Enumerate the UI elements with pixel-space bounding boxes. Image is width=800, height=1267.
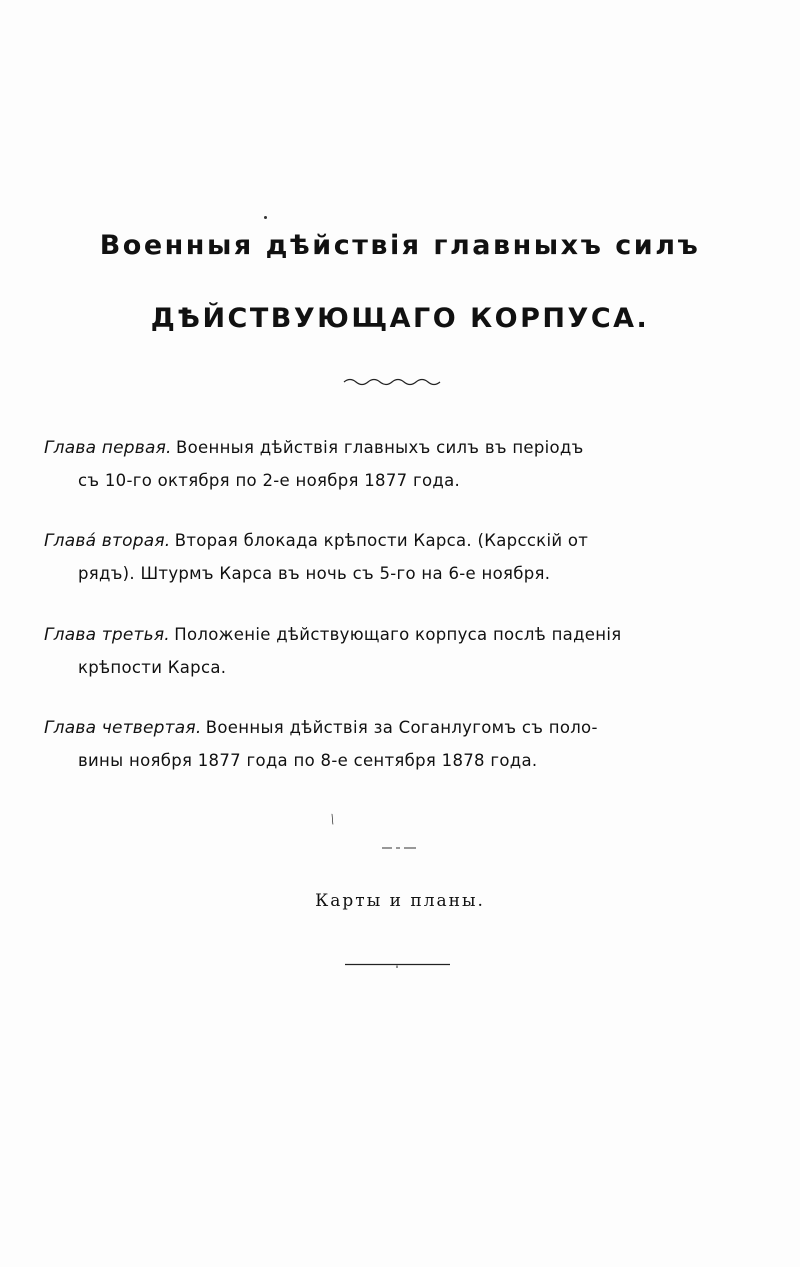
stray-mark-top [264,216,267,219]
toc-entry-lead: Глава́ вторая. [44,531,171,552]
stray-mark-tick: \ [328,811,337,829]
table-of-contents [0,430,800,777]
toc-entry-line-2: крѣпости Карса. [78,657,227,677]
toc-entry-lead: Глава третья. [44,624,170,645]
title-block [0,232,800,332]
toc-entry[interactable] [44,617,756,684]
toc-entry-line-1: Военныя дѣйствія за Соганлугомъ съ поло- [205,717,598,737]
short-divider [0,839,800,855]
toc-entry[interactable] [44,523,756,590]
toc-entry-line-1: Вторая блокада крѣпости Карса. (Карсскій от [174,531,589,551]
toc-entry[interactable] [44,430,756,497]
bottom-divider [0,955,800,973]
toc-entry-line-2: съ 10-го октября по 2-е ноября 1877 года. [78,471,461,491]
toc-entry[interactable] [44,710,756,777]
ornament-wave-icon [340,375,460,387]
short-dash-icon [380,845,420,851]
ornament-divider [0,374,800,388]
toc-entry-lead: Глава первая. [44,438,172,458]
toc-entry-line-2: вины ноября 1877 года по 8-е сентября 1878 года. [78,751,538,771]
page-title-line-1: Военныя дѣйствія главныхъ силъ [99,230,701,261]
toc-entry-lead: Глава четвертая. [44,717,202,738]
toc-entry-line-2: рядъ). Штурмъ Карса въ ночь съ 5-го на 6-е ноября. [78,564,551,584]
toc-entry-line-1: Положеніе дѣйствующаго корпуса послѣ паденія [174,624,622,644]
page-title-line-2: ДѢЙСТВУЮЩАГО КОРПУСА. [150,303,650,334]
maps-and-plans-label: Карты и планы. [315,891,485,912]
toc-entry-line-1: Военныя дѣйствія главныхъ силъ въ періодъ [176,438,584,457]
bottom-rule-icon [345,962,455,968]
